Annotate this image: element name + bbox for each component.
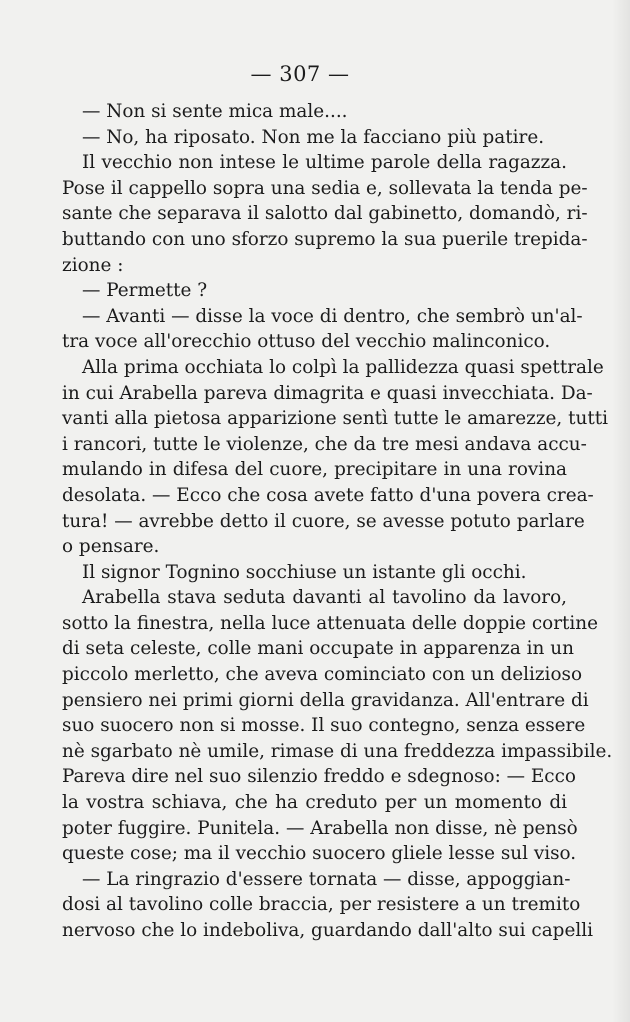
text-line: nè sgarbato nè umile, rimase di una freddezza impassibile. (62, 740, 613, 762)
text-line: i rancori, tutte le violenze, che da tre mesi andava accu- (62, 433, 587, 455)
text-line: Pareva dire nel suo silenzio freddo e sdegnoso: — Ecco (62, 766, 576, 788)
text-line: — Non si sente mica male.... (82, 101, 348, 122)
text-line: zione : (62, 254, 124, 276)
text-line: pensiero nei primi giorni della gravidanza. All'entrare di (62, 689, 589, 711)
text-line: buttando con uno sforzo supremo la sua puerile trepida- (62, 228, 588, 250)
text-line: mulando in difesa del cuore, precipitare in una rovina (62, 459, 567, 481)
text-line: di seta celeste, colle mani occupate in apparenza in un (62, 638, 574, 660)
page-number: — 307 — (250, 62, 350, 86)
body-text (62, 99, 613, 944)
text-line: piccolo merletto, che aveva cominciato con un delizioso (62, 664, 583, 686)
text-line: — Avanti — disse la voce di dentro, che sembrò un'al- (82, 305, 583, 327)
text-line: dosi al tavolino colle braccia, per resistere a un tremito (62, 894, 581, 916)
text-line: Arabella stava seduta davanti al tavolino da lavoro, (82, 587, 567, 609)
text-line: tra voce all'orecchio ottuso del vecchio malinconico. (62, 331, 551, 353)
text-line: desolata. — Ecco che cosa avete fatto d'una povera crea- (62, 484, 594, 506)
text-line: la vostra schiava, che ha creduto per un momento di (62, 792, 567, 814)
text-line: sotto la finestra, nella luce attenuata delle doppie cortine (62, 612, 599, 634)
text-line: — Permette ? (82, 280, 208, 302)
text-line: Il vecchio non intese le ultime parole della ragazza. (82, 152, 567, 174)
text-line: sante che separava il salotto dal gabinetto, domandò, ri- (62, 203, 588, 225)
text-line: o pensare. (62, 536, 160, 558)
text-line: vanti alla pietosa apparizione sentì tutte le amarezze, tutti (62, 408, 608, 430)
text-line: — No, ha riposato. Non me la facciano più patire. (82, 126, 545, 148)
text-line: Pose il cappello sopra una sedia e, sollevata la tenda pe- (62, 177, 588, 199)
page-edge-shadow (612, 0, 630, 1022)
text-line: — La ringrazio d'essere tornata — disse, appoggian- (82, 868, 571, 890)
text-line: tura! — avrebbe detto il cuore, se avesse potuto parlare (62, 510, 585, 532)
text-line: in cui Arabella pareva dimagrita e quasi invecchiata. Da- (62, 382, 593, 404)
text-line: Il signor Tognino socchiuse un istante gli occhi. (82, 561, 527, 583)
text-line: queste cose; ma il vecchio suocero gliele lesse sul viso. (62, 843, 577, 865)
text-line: suo suocero non si mosse. Il suo contegno, senza essere (62, 715, 586, 737)
text-line: Alla prima occhiata lo colpì la pallidezza quasi spettrale (82, 356, 604, 378)
text-line: poter fuggire. Punitela. — Arabella non disse, nè pensò (62, 817, 578, 839)
text-line: nervoso che lo indeboliva, guardando dall'alto sui capelli (62, 920, 593, 941)
